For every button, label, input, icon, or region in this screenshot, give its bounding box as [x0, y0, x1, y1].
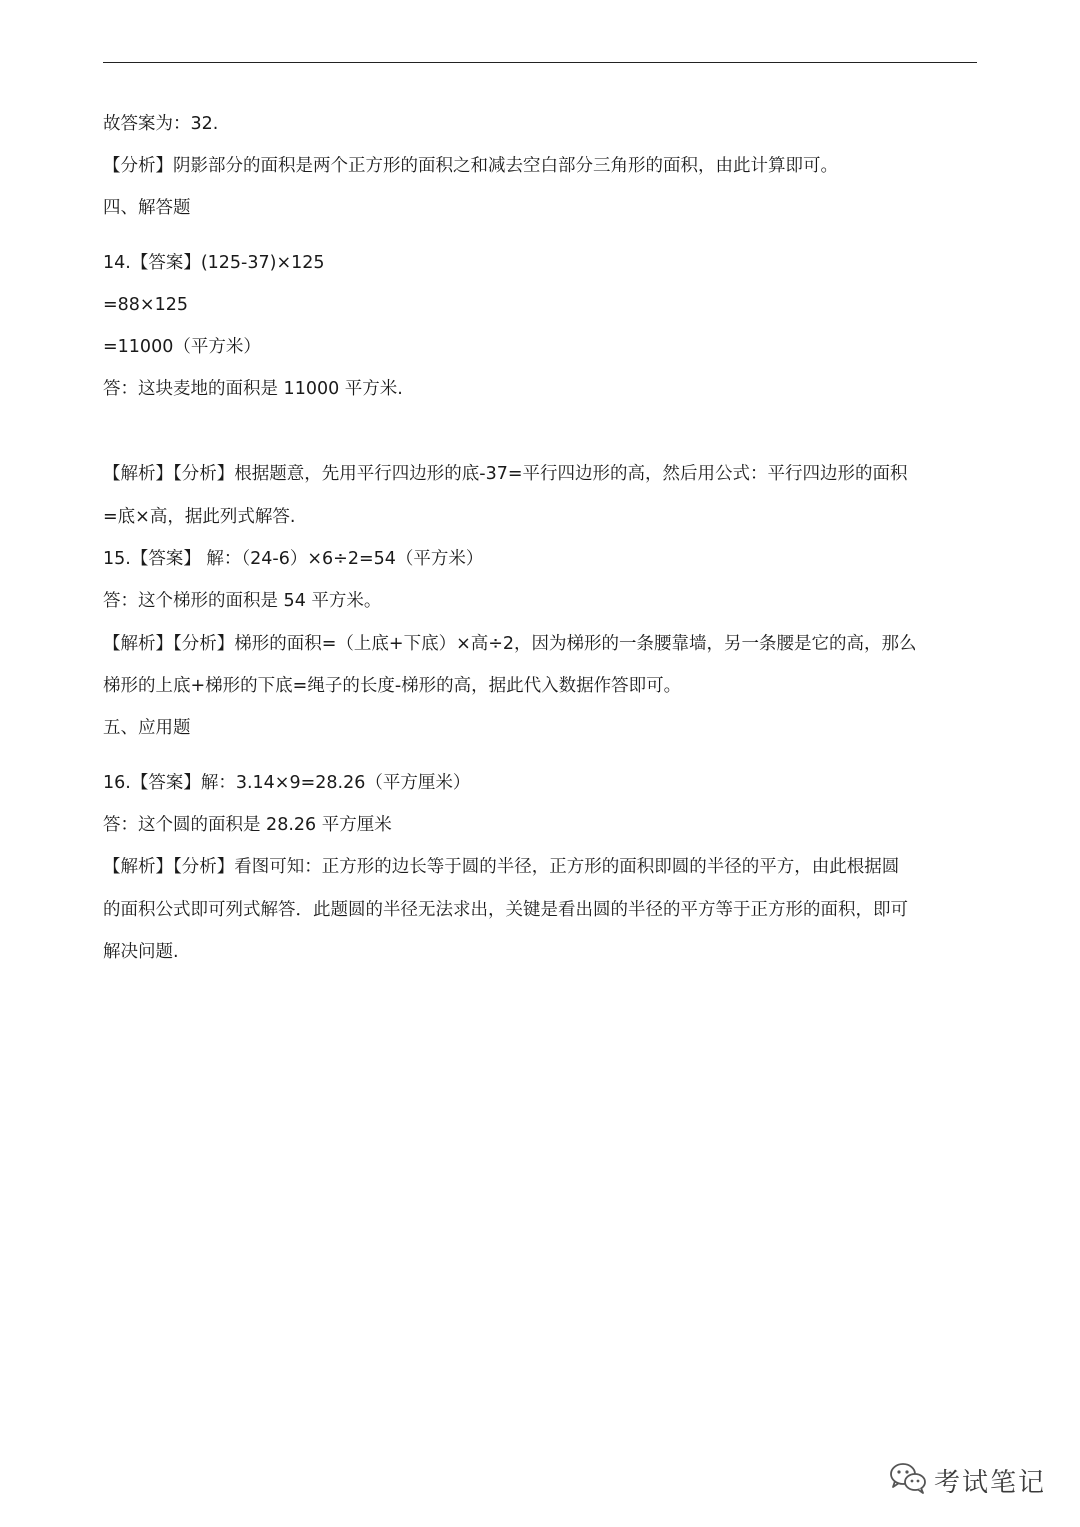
section-heading: 四、解答题	[103, 198, 191, 218]
watermark-text: 考试笔记	[933, 1467, 1046, 1498]
answer-line: 故答案为：32.	[103, 114, 219, 134]
q15-analysis: 【解析】【分析】梯形的面积=（上底+下底）×高÷2，因为梯形的一条腰靠墙，另一条腰是它的高，那么	[103, 634, 917, 654]
analysis-line: 【分析】阴影部分的面积是两个正方形的面积之和减去空白部分三角形的面积，由此计算即可。	[103, 156, 838, 176]
q14-step: =11000（平方米）	[103, 337, 261, 357]
header-rule	[103, 62, 977, 63]
q15-conclusion: 答：这个梯形的面积是 54 平方米。	[103, 591, 382, 611]
q15-analysis-cont: 梯形的上底+梯形的下底=绳子的长度-梯形的高，据此代入数据作答即可。	[103, 676, 682, 696]
q15-answer: 15.【答案】 解：（24-6）×6÷2=54（平方米）	[103, 549, 484, 569]
q16-analysis-cont: 的面积公式即可列式解答．此题圆的半径无法求出，关键是看出圆的半径的平方等于正方形的面积，即可	[103, 900, 908, 920]
q16-conclusion: 答：这个圆的面积是 28.26 平方厘米	[103, 815, 392, 835]
wechat-icon	[888, 1461, 928, 1499]
q14-analysis: 【解析】【分析】根据题意，先用平行四边形的底-37=平行四边形的高，然后用公式：平行四边形的面积	[103, 464, 908, 484]
section-heading: 五、应用题	[103, 718, 191, 738]
q16-answer: 16.【答案】解：3.14×9=28.26（平方厘米）	[103, 773, 471, 793]
q14-analysis-cont: =底×高，据此列式解答.	[103, 507, 296, 527]
q14-step: =88×125	[103, 295, 188, 315]
q14-answer: 14.【答案】(125-37)×125	[103, 253, 325, 273]
q16-analysis-cont: 解决问题.	[103, 942, 179, 962]
q14-conclusion: 答：这块麦地的面积是 11000 平方米.	[103, 379, 403, 399]
watermark	[888, 1455, 1046, 1505]
q16-analysis: 【解析】【分析】看图可知：正方形的边长等于圆的半径，正方形的面积即圆的半径的平方，由此根据圆	[103, 857, 900, 877]
